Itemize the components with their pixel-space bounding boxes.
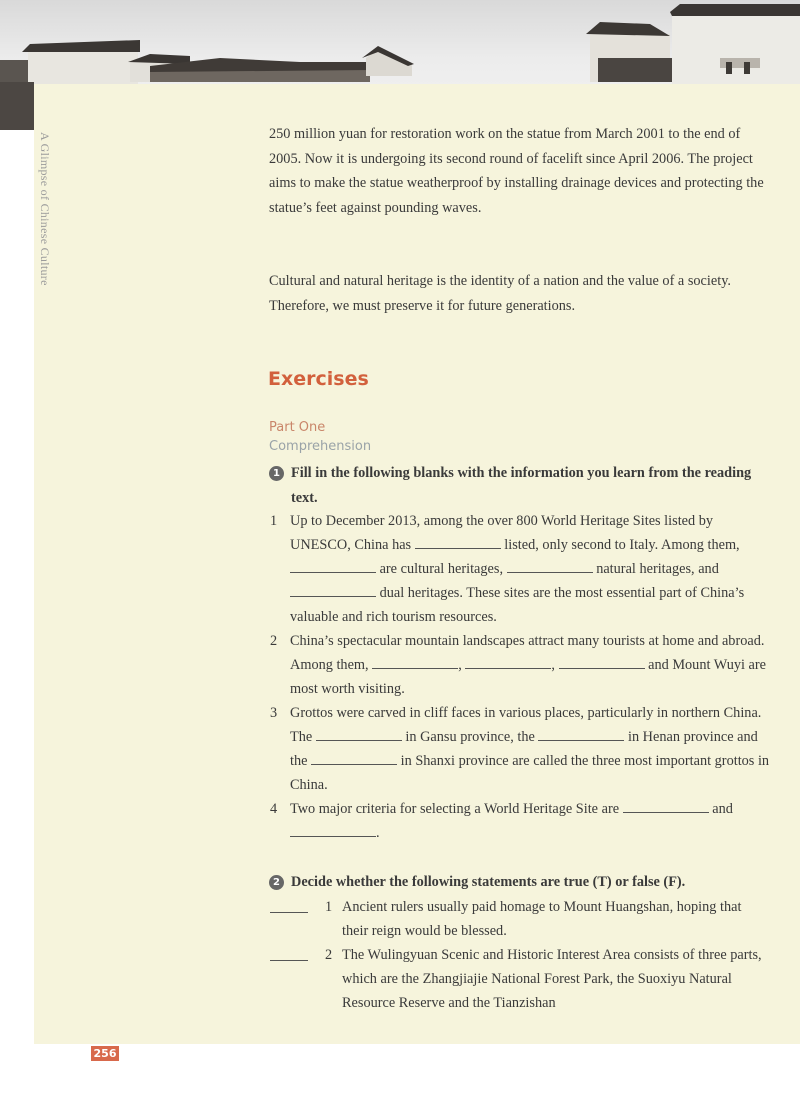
item-text: in Henan province and the: [290, 728, 758, 769]
answer-line[interactable]: [270, 896, 308, 913]
answer-line[interactable]: [270, 944, 308, 961]
fill-blank-item: [270, 630, 770, 702]
item-number: 4: [270, 801, 278, 817]
question-instruction: Decide whether the following statements are true (T) or false (F).: [291, 874, 686, 890]
exercises-heading: Exercises: [268, 368, 369, 390]
part-label: Part One: [269, 420, 326, 435]
fill-blank-item: [270, 798, 770, 846]
body-paragraph: 250 million yuan for restoration work on the statue from March 2001 to the end of 2005. Now it is undergoing its second round of facelift since April 2006. The project aims to make the statue weatherproof by installing drainage devices and protecting the statue’s feet against pounding waves.: [269, 126, 764, 216]
answer-blank[interactable]: [538, 727, 624, 741]
answer-blank[interactable]: [559, 655, 645, 669]
question-instruction: Fill in the following blanks with the information you learn from the reading text.: [291, 465, 752, 506]
item-text: in Shanxi province are called the three most important grottos in China.: [290, 752, 770, 793]
answer-blank[interactable]: [316, 727, 402, 741]
separator: ,: [551, 656, 555, 673]
item-number: 3: [270, 705, 278, 721]
item-text: Grottos were carved in cliff faces in various places, particularly in northern China. The: [290, 705, 762, 745]
item-number: 1: [270, 513, 278, 529]
item-text: in Gansu province, the: [405, 728, 535, 745]
number-bullet-icon: 2: [269, 875, 284, 890]
question-1-heading: [269, 461, 769, 510]
true-false-item: [270, 944, 770, 1016]
answer-blank[interactable]: [465, 655, 551, 669]
answer-blank[interactable]: [290, 559, 376, 573]
body-paragraph: Cultural and natural heritage is the identity of a nation and the value of a society. Therefore, we must preserve it for future generations.: [269, 273, 731, 314]
item-text: listed, only second to Italy. Among them,: [504, 536, 740, 553]
answer-blank[interactable]: [372, 655, 458, 669]
item-number: 1: [325, 899, 333, 915]
number-bullet-icon: 1: [269, 466, 284, 481]
answer-blank[interactable]: [290, 583, 376, 597]
item-text: natural heritages, and: [596, 560, 719, 577]
answer-blank[interactable]: [415, 535, 501, 549]
item-text: Two major criteria for selecting a World Heritage Site are: [290, 801, 620, 817]
answer-blank[interactable]: [290, 823, 376, 837]
item-number: 2: [270, 633, 278, 649]
page-number-badge: 256: [91, 1046, 119, 1061]
section-label: Comprehension: [269, 439, 372, 454]
item-number: 2: [325, 947, 333, 963]
item-text: and Mount Wuyi are most worth visiting.: [290, 656, 766, 697]
item-text: are cultural heritages,: [379, 560, 504, 577]
running-head: A Glimpse of Chinese Culture: [38, 132, 52, 286]
separator: ,: [458, 656, 462, 673]
answer-blank[interactable]: [623, 799, 709, 813]
true-false-item: [270, 896, 770, 944]
item-text: dual heritages. These sites are the most essential part of China’s valuable and rich tourism resources.: [290, 584, 745, 625]
question-2-heading: [269, 870, 769, 895]
item-text: Ancient rulers usually paid homage to Mount Huangshan, hoping that their reign would be blessed.: [342, 899, 742, 939]
item-text: Up to December 2013, among the over 800 World Heritage Sites listed by UNESCO, China has: [290, 513, 714, 553]
item-text: and: [712, 801, 733, 817]
fill-blank-item: [270, 702, 770, 798]
item-text: The Wulingyuan Scenic and Historic Interest Area consists of three parts, which are the Zhangjiajie National Forest Park, the Suoxiyu Natural Resource Reserve and the Tianzishan: [342, 947, 762, 1011]
fill-blank-item: [270, 510, 770, 630]
item-text: China’s spectacular mountain landscapes attract many tourists at home and abroad. Among them,: [290, 633, 765, 673]
answer-blank[interactable]: [507, 559, 593, 573]
item-text: .: [376, 824, 380, 841]
answer-blank[interactable]: [311, 751, 397, 765]
